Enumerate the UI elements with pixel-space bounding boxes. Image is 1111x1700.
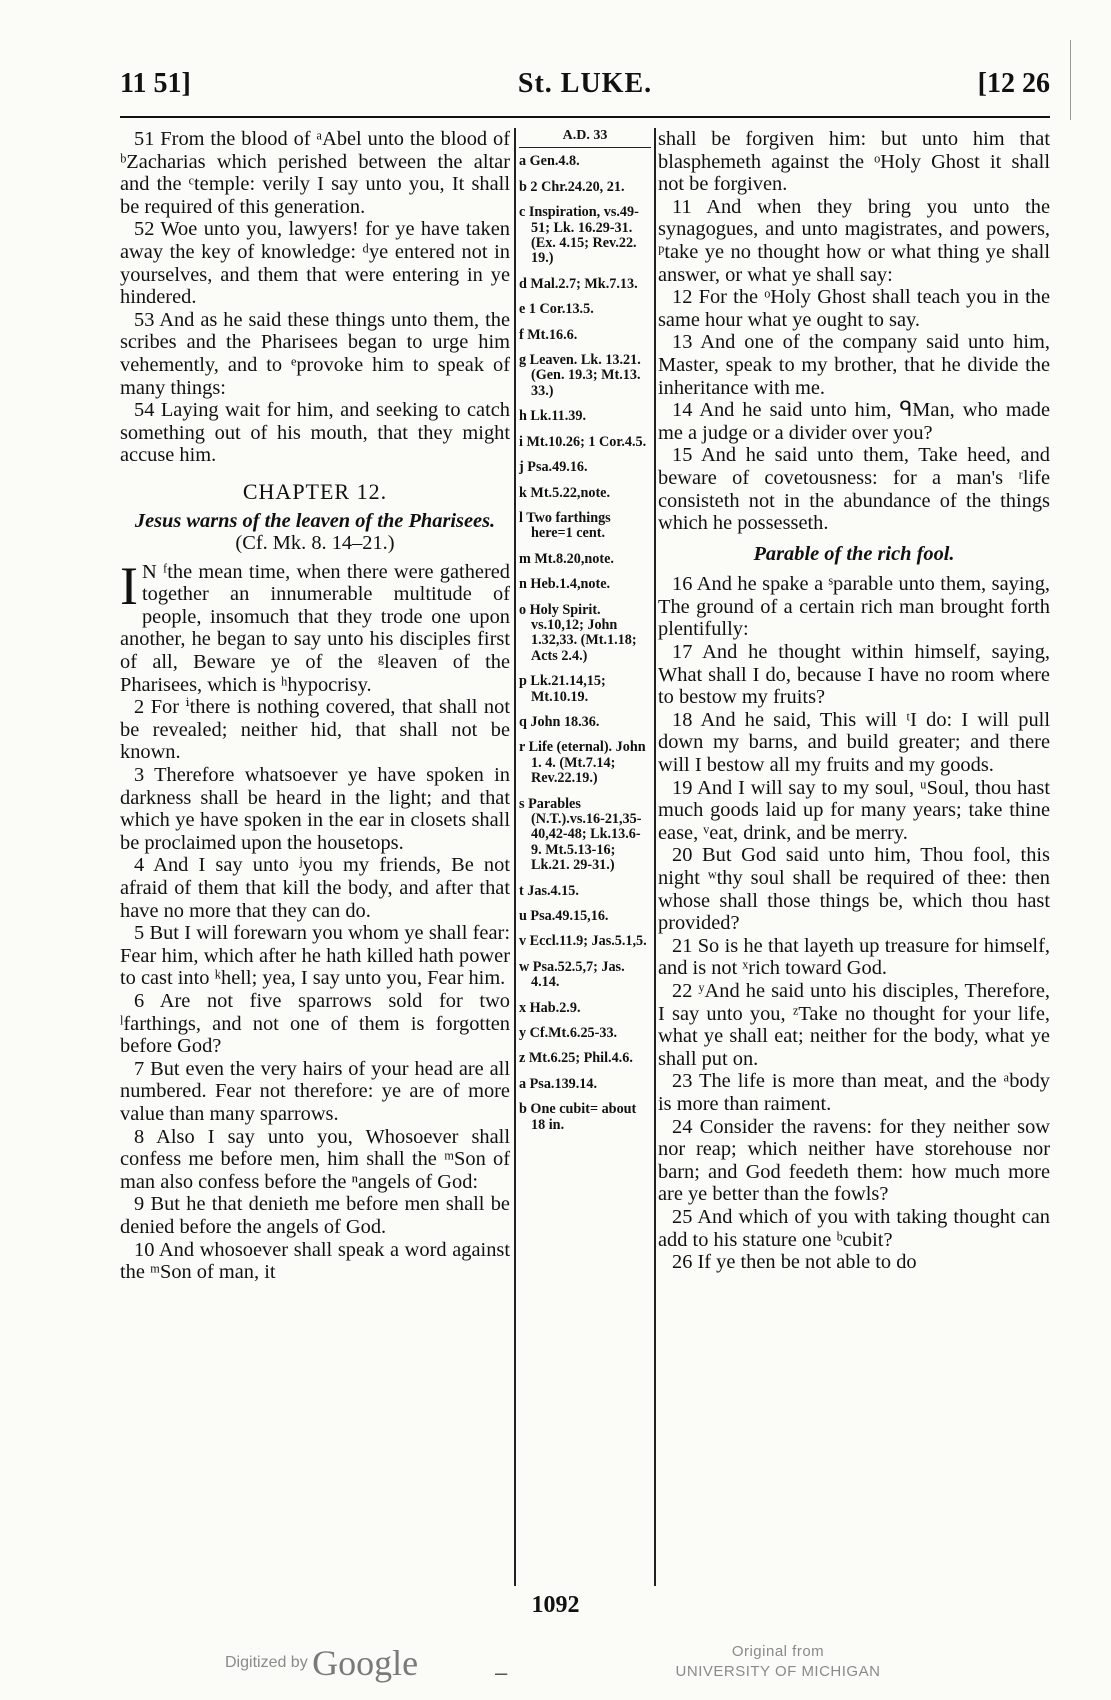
verse-12-25: 25 And which of you with taking thought can add to his stature one ᵇcubit? — [658, 1205, 1050, 1251]
margin-note: t Jas.4.15. — [519, 882, 579, 899]
margin-note: x Hab.2.9. — [519, 999, 581, 1016]
verse-12-1 — [120, 555, 510, 697]
verse-12-12: 12 For the ᵒHoly Ghost shall teach you in the same hour what ye ought to say. — [658, 286, 1050, 331]
verse-12-19: 19 And I will say to my soul, ᵘSoul, thou hast much goods laid up for many years; take thine ease, ᵛeat, drink, and be merry. — [658, 776, 1050, 844]
margin-note: q John 18.36. — [519, 713, 600, 730]
chapter-heading — [120, 510, 510, 555]
verse-12-1-text: N ᶠthe mean time, when there were gathered together an innumerable multitude of people, insomuch that they trode one upon another, he began to say unto his disciples first of all, Beware ye of the ᵍleaven of the Pharisees, which is ʰhypocrisy. — [120, 560, 510, 696]
chapter-title: CHAPTER 12. — [242, 478, 388, 504]
margin-note: i Mt.10.26; 1 Cor.4.5. — [519, 433, 647, 450]
original-source-notice — [668, 1642, 888, 1682]
margin-note: c Inspiration, vs.49-51; Lk. 16.29-31. (Ex. 4.15; Rev.22. 19.) — [519, 204, 639, 267]
verse-12-23: 23 The life is more than meat, and the ᵃbody is more than raiment. — [658, 1070, 1050, 1115]
verse-12-7: 7 But even the very hairs of your head are all numbered. Fear not therefore: ye are of more value than many sparrows. — [120, 1057, 510, 1125]
margin-note: o Holy Spirit. vs.10,12; John 1.32,33. (Mt.1.18; Acts 2.4.) — [519, 601, 637, 664]
verse-11-54: 54 Laying wait for him, and seeking to catch something out of his mouth, that they might accuse him. — [120, 399, 510, 467]
original-from-label: Original from — [731, 1643, 825, 1660]
margin-note: u Psa.49.15,16. — [519, 908, 609, 925]
verse-12-22: 22 ʸAnd he said unto his disciples, Therefore, I say unto you, ᶻTake no thought for your life, what ye shall eat; neither for the body, what ye shall put on. — [658, 979, 1050, 1070]
page-number: 1092 — [531, 1592, 580, 1618]
drop-cap-letter: I — [120, 555, 138, 616]
verse-12-6: 6 Are not five sparrows sold for two ˡfarthings, and not one of them is forgotten before God? — [120, 989, 510, 1058]
left-column-divider — [514, 128, 516, 1586]
margin-note: p Lk.21.14,15; Mt.10.19. — [519, 673, 606, 705]
margin-note: s Parables (N.T.).vs.16-21,35-40,42-48; Lk.13.6-9. Mt.5.13-16; Lk.21. 29-31.) — [519, 795, 642, 874]
verse-12-26: 26 If ye then be not able to do — [672, 1251, 917, 1274]
margin-note: d Mal.2.7; Mk.7.13. — [519, 275, 638, 292]
margin-date: A.D. 33 — [519, 128, 651, 148]
margin-note: e 1 Cor.13.5. — [519, 301, 594, 318]
margin-note: k Mt.5.22,note. — [519, 484, 611, 501]
verse-12-18: 18 And he said, This will ᵗI do: I will pull down my barns, and build greater; and there will I bestow all my fruits and my goods. — [658, 708, 1050, 777]
margin-note: r Life (eternal). John 1. 4. (Mt.7.14; Rev.22.19.) — [519, 739, 646, 787]
verse-12-2: 2 For ⁱthere is nothing covered, that shall not be revealed; neither hid, that shall not be known. — [120, 696, 510, 764]
verse-11-51: 51 From the blood of ᵃAbel unto the blood of ᵇZacharias which perished between the altar and the ᶜtemple: verily I say unto you, It shall be required of this generation. — [120, 128, 510, 218]
margin-note: y Cf.Mt.6.25-33. — [519, 1025, 618, 1042]
verse-12-8: 8 Also I say unto you, Whosoever shall confess me before men, him shall the ᵐSon of man also confess before the ⁿangels of God: — [120, 1125, 510, 1193]
margin-note: z Mt.6.25; Phil.4.6. — [519, 1050, 633, 1067]
margin-note: f Mt.16.6. — [519, 326, 578, 343]
verse-12-10: 10 And whosoever shall speak a word against the ᵐSon of man, it — [120, 1238, 510, 1284]
chapter-heading-text: Jesus warns of the leaven of the Pharisees. — [134, 509, 496, 532]
verse-12-21: 21 So is he that layeth up treasure for himself, and is not ˣrich toward God. — [658, 934, 1050, 980]
left-text-column — [120, 128, 510, 1284]
running-header — [120, 68, 1050, 108]
header-left-ref: 11 51] — [120, 68, 191, 99]
verse-12-11: 11 And when they bring you unto the synagogues, and unto magistrates, and powers, ᵖtake ye no thought how or what thing ye shall answer, or what ye shall say: — [658, 195, 1050, 286]
margin-note: b 2 Chr.24.20, 21. — [519, 178, 625, 195]
header-right-ref: [12 26 — [977, 68, 1050, 99]
verse-12-24: 24 Consider the ravens: for they neither sow nor reap; which neither have storehouse nor barn; and God feedeth them: how much more are ye better than the fowls? — [658, 1115, 1050, 1206]
margin-note: l Two farthings here=1 cent. — [519, 509, 611, 542]
verse-12-4: 4 And I say unto ʲyou my friends, Be not afraid of them that kill the body, and after that have no more that they can do. — [120, 854, 510, 922]
verse-12-14: 14 And he said unto him, ᑫMan, who made me a judge or a divider over you? — [658, 399, 1050, 444]
verse-12-9: 9 But he that denieth me before men shall be denied before the angels of God. — [120, 1193, 510, 1238]
margin-note: j Psa.49.16. — [519, 459, 588, 476]
verse-12-15: 15 And he said unto them, Take heed, and beware of covetousness: for a man's ʳlife consisteth not in the abundance of the things which he possesseth. — [658, 444, 1050, 535]
verse-12-5: 5 But I will forewarn you whom ye shall fear: Fear him, which after he hath killed hath power to cast into ᵏhell; yea, I say unto you, Fear him. — [120, 922, 510, 990]
margin-note: n Heb.1.4,note. — [519, 576, 611, 593]
chapter-heading-ref: (Cf. Mk. 8. 14–21.) — [235, 532, 395, 555]
verse-11-53: 53 And as he said these things unto them, the scribes and the Pharisees began to urge him vehemently, and to ᵉprovoke him to speak of many things: — [120, 308, 510, 399]
margin-notes — [519, 128, 651, 1143]
verse-12-13: 13 And one of the company said unto him, Master, speak to my brother, that he divide the inheritance with me. — [658, 331, 1050, 399]
verse-12-20: 20 But God said unto him, Thou fool, this night ʷthy soul shall be required of thee: then whose shall those things be, which thou hast provided? — [658, 844, 1050, 935]
verse-12-3: 3 Therefore whatsoever ye have spoken in darkness shall be heard in the light; and that which ye have spoken in the ear in closets shall be proclaimed upon the housetops. — [120, 764, 510, 854]
header-book-title: St. LUKE. — [517, 68, 653, 99]
margin-note: w Psa.52.5,7; Jas. 4.14. — [519, 958, 625, 991]
margin-note: g Leaven. Lk. 13.21. (Gen. 19.3; Mt.13. 33.) — [519, 352, 641, 399]
verse-12-16: 16 And he spake a ˢparable unto them, saying, The ground of a certain rich man brought forth plentifully: — [658, 573, 1050, 641]
right-column-divider — [654, 128, 656, 1586]
margin-note: a Gen.4.8. — [519, 153, 580, 170]
verse-12-17: 17 And he thought within himself, saying, What shall I do, because I have no room where to bestow my fruits? — [658, 641, 1050, 709]
digitized-by-notice — [225, 1642, 418, 1684]
university-label: UNIVERSITY OF MICHIGAN — [675, 1663, 881, 1680]
header-rule — [120, 116, 1050, 118]
digitized-label: Digitized by — [225, 1654, 308, 1672]
margin-note: h Lk.11.39. — [519, 408, 587, 425]
page-edge-line — [1070, 40, 1071, 120]
verse-11-52: 52 Woe unto you, lawyers! for ye have taken away the key of knowledge: ᵈye entered not in yourselves, and them that were entering in ye hindered. — [120, 218, 510, 309]
margin-note: b One cubit= about 18 in. — [519, 1101, 637, 1133]
margin-note: m Mt.8.20,note. — [519, 550, 614, 567]
section-heading: Parable of the rich fool. — [753, 542, 955, 565]
margin-note: v Eccl.11.9; Jas.5.1,5. — [519, 933, 647, 950]
margin-note: a Psa.139.14. — [519, 1075, 598, 1092]
verse-12-10-cont: shall be forgiven him: but unto him that blasphemeth against the ᵒHoly Ghost it shall not be forgiven. — [658, 128, 1050, 196]
right-text-column — [658, 128, 1050, 1274]
footer-dash: – — [495, 1660, 508, 1685]
google-logo: Google — [312, 1643, 419, 1683]
